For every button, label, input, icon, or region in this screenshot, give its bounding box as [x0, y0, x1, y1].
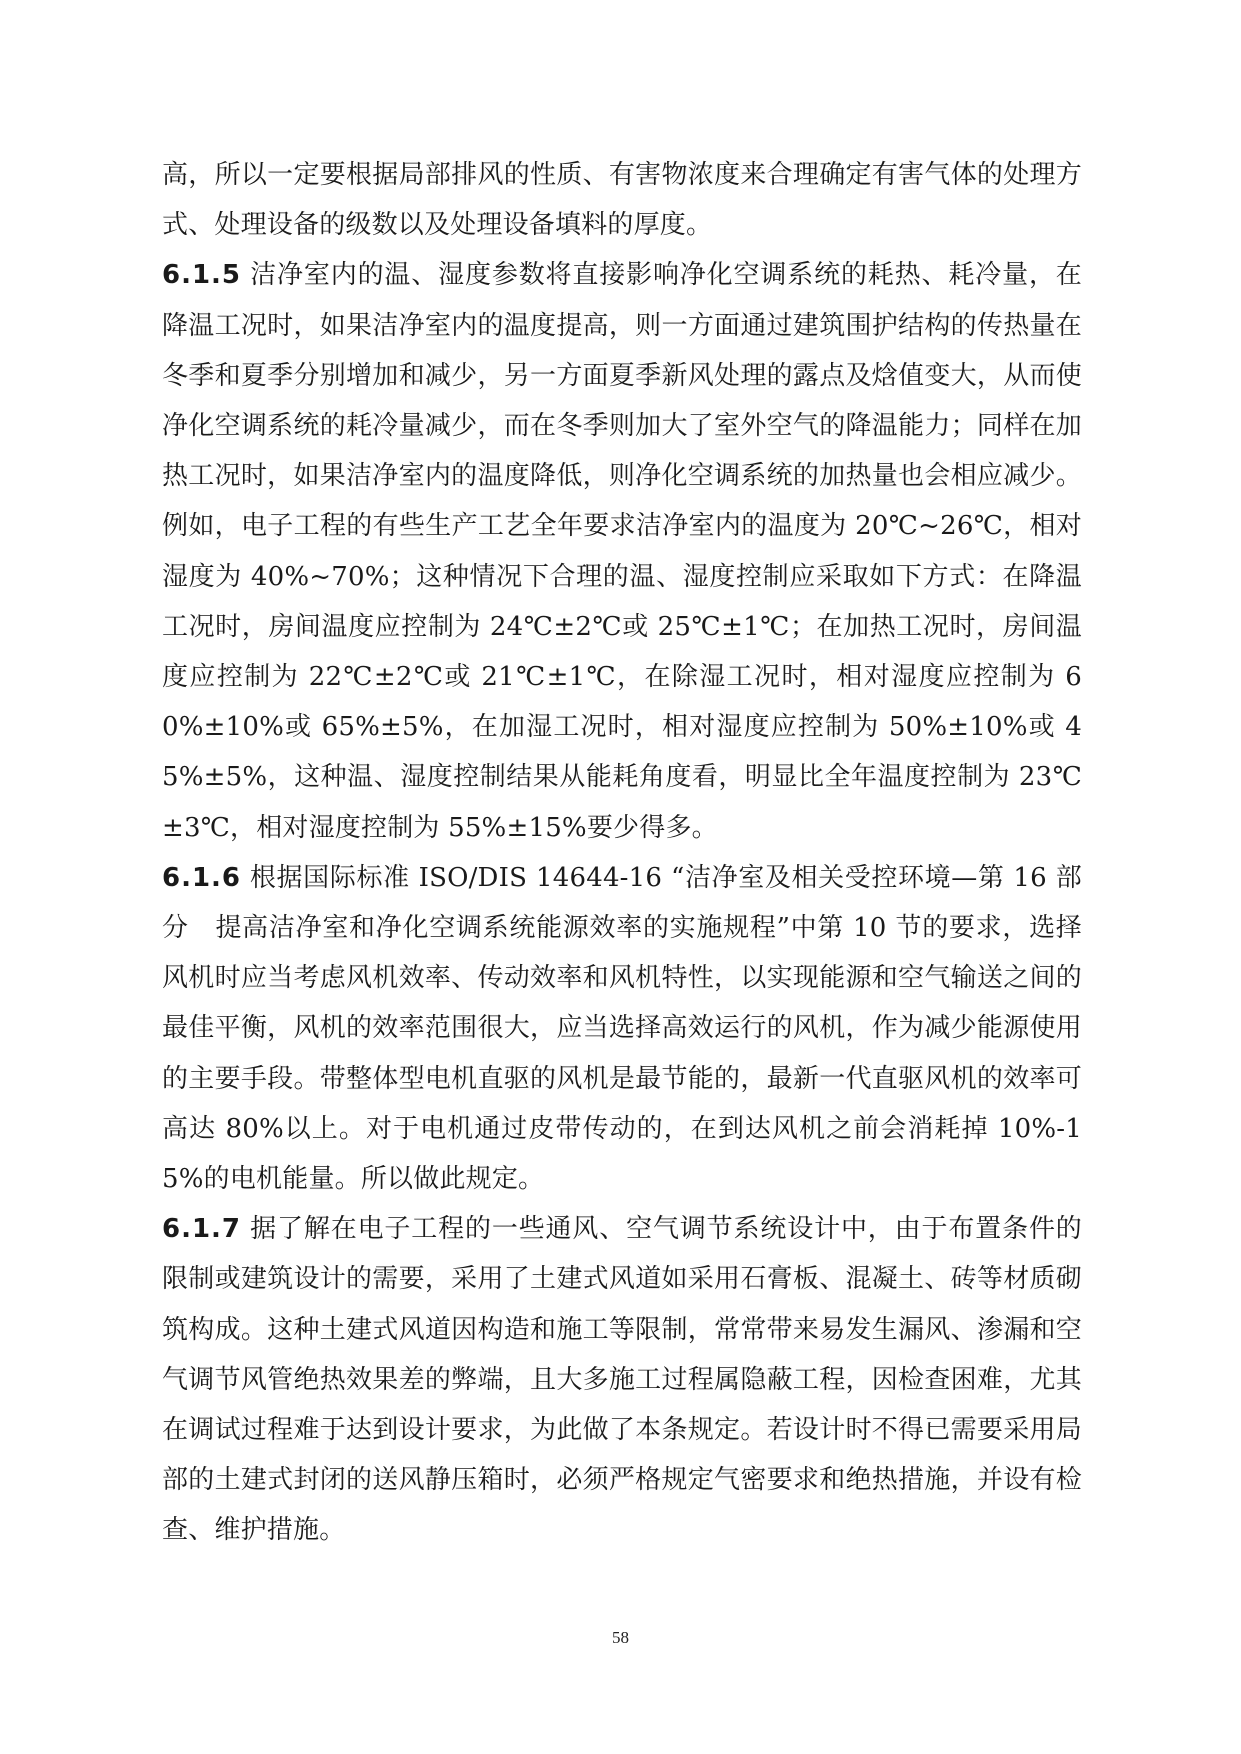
paragraph-continuation — [162, 150, 1082, 250]
paragraph-clause-6-1-7 — [162, 1204, 1082, 1555]
paragraph-clause-6-1-6 — [162, 853, 1082, 1204]
page-number: 58 — [612, 1628, 629, 1647]
paragraph-text: 洁净室内的温、湿度参数将直接影响净化空调系统的耗热、耗冷量，在降温工况时，如果洁净室内的温度提高，则一方面通过建筑围护结构的传热量在冬季和夏季分别增加和减少，另一方面夏季新风处理的露点及焓值变大，从而使净化空调系统的耗冷量减少，而在冬季则加大了室外空气的降温能力；同样在加热工况时，如果洁净室内的温度降低，则净化空调系统的加热量也会相应减少。例如，电子工程的有些生产工艺全年要求洁净室内的温度为 20℃~26℃，相对湿度为 40%~70%；这种情况下合理的温、湿度控制应采取如下方式：在降温工况时，房间温度应控制为 24℃±2℃或 25℃±1℃；在加热工况时，房间温度应控制为 22℃±2℃或 21℃±1℃，在除湿工况时，相对湿度应控制为 60%±10%或 65%±5%，在加湿工况时，相对湿度应控制为 50%±10%或 45%±5%，这种温、湿度控制结果从能耗角度看，明显比全年温度控制为 23℃±3℃，相对湿度控制为 55%±15%要少得多。 — [162, 260, 1082, 843]
paragraph-clause-6-1-5 — [162, 250, 1082, 852]
paragraph-text: 据了解在电子工程的一些通风、空气调节系统设计中，由于布置条件的限制或建筑设计的需要，采用了土建式风道如采用石膏板、混凝土、砖等材质砌筑构成。这种土建式风道因构造和施工等限制，常常带来易发生漏风、渗漏和空气调节风管绝热效果差的弊端，且大多施工过程属隐蔽工程，因检查困难，尤其在调试过程难于达到设计要求，为此做了本条规定。若设计时不得已需要采用局部的土建式封闭的送风静压箱时，必须严格规定气密要求和绝热措施，并设有检查、维护措施。 — [162, 1214, 1082, 1546]
paragraph-text: 高，所以一定要根据局部排风的性质、有害物浓度来合理确定有害气体的处理方式、处理设备的级数以及处理设备填料的厚度。 — [162, 160, 1082, 241]
clause-number: 6.1.6 — [162, 862, 242, 893]
clause-number: 6.1.5 — [162, 260, 242, 291]
body-text — [162, 150, 1082, 1556]
clause-number: 6.1.7 — [162, 1214, 242, 1245]
paragraph-text: 根据国际标准 ISO/DIS 14644-16 “洁净室及相关受控环境—第 16 部分 提高洁净室和净化空调系统能源效率的实施规程”中第 10 节的要求，选择风机时应当考虑风机效率、传动效率和风机特性，以实现能源和空气输送之间的最佳平衡，风机的效率范围很大，应当选择高效运行的风机，作为减少能源使用的主要手段。带整体型电机直驱的风机是最节能的，最新一代直驱风机的效率可高达 80%以上。对于电机通过皮带传动的，在到达风机之前会消耗掉 10%-15%的电机能量。所以做此规定。 — [162, 862, 1082, 1195]
